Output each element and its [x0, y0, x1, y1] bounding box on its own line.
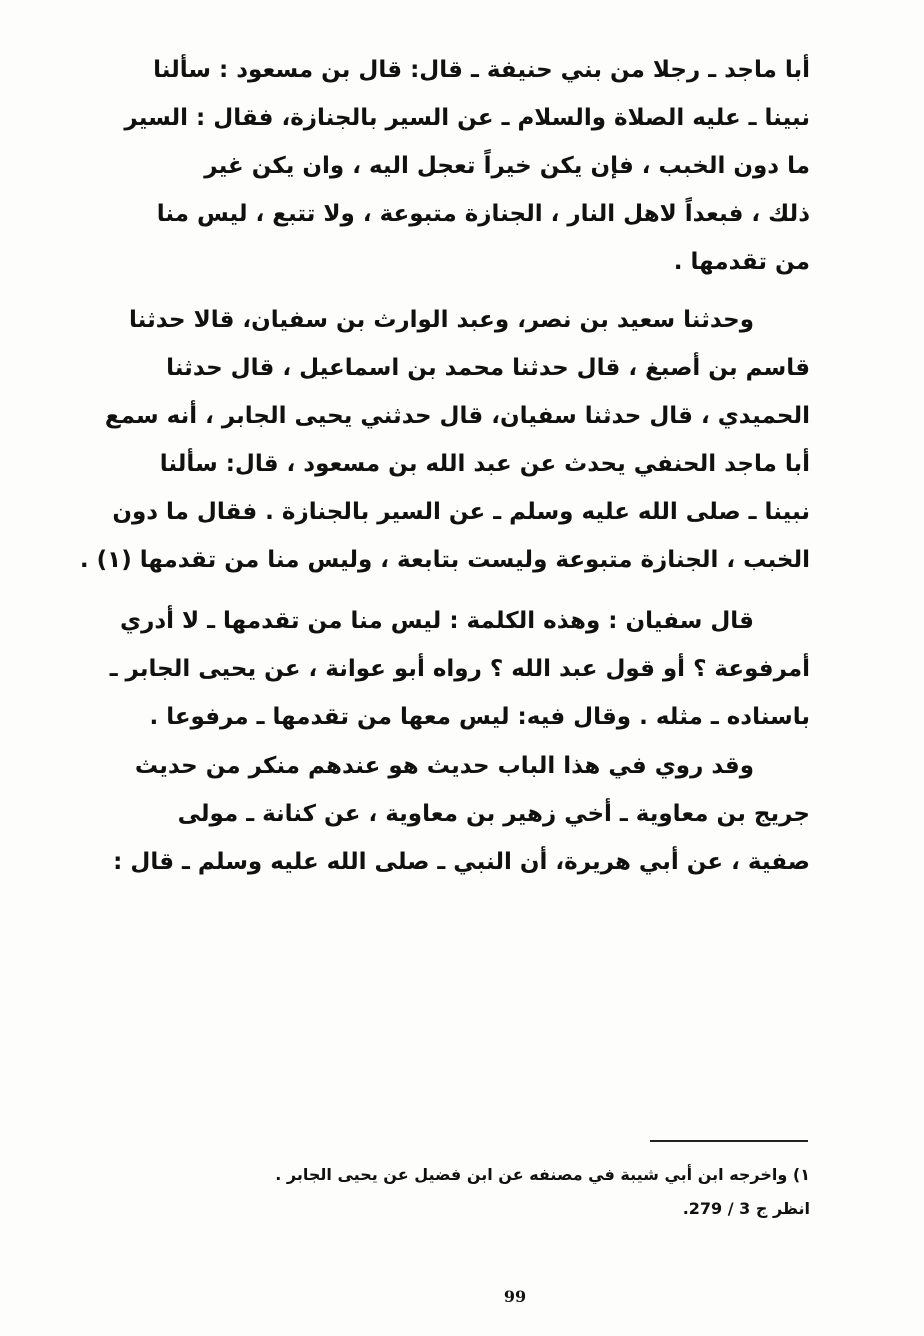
footnote-line: ١) واخرجه ابن أبي شيبة في مصنفه عن ابن فضيل عن يحيى الجابر .: [275, 1165, 810, 1184]
footnote-divider: [650, 1140, 808, 1142]
text-line: وقد روي في هذا الباب حديث هو عندهم منكر من حديث: [134, 753, 754, 779]
text-line: نبينا ـ عليه الصلاة والسلام ـ عن السير بالجنازة، فقال : السير: [124, 105, 810, 131]
page-number: 99: [503, 1287, 527, 1306]
paragraph-2: [79, 296, 810, 584]
text-line: جريج بن معاوية ـ أخي زهير بن معاوية ، عن كنانة ـ مولى: [177, 801, 810, 827]
text-line: نبينا ـ صلى الله عليه وسلم ـ عن السير بالجنازة . فقال ما دون: [112, 499, 810, 525]
text-line: ذلك ، فبعداً لاهل النار ، الجنازة متبوعة ، ولا تتبع ، ليس منا: [156, 201, 810, 227]
text-line: ما دون الخبب ، فإن يكن خيراً تعجل اليه ، وان يكن غير: [204, 153, 810, 179]
text-line: صفية ، عن أبي هريرة، أن النبي ـ صلى الله عليه وسلم ـ قال :: [113, 849, 810, 875]
paragraph-4: [113, 742, 810, 886]
footnote-line: انظر ج 3 / 279.: [682, 1199, 810, 1218]
paragraph-3: [109, 597, 810, 741]
paragraph-1: [124, 46, 810, 286]
text-line: الخبب ، الجنازة متبوعة وليست بتابعة ، وليس منا من تقدمها (١) .: [79, 547, 810, 573]
footnote: [160, 1158, 810, 1226]
text-line: أبا ماجد الحنفي يحدث عن عبد الله بن مسعود ، قال: سألنا: [159, 451, 810, 477]
text-line: أبا ماجد ـ رجلا من بني حنيفة ـ قال: قال بن مسعود : سألنا: [153, 57, 810, 83]
text-line: باسناده ـ مثله . وقال فيه: ليس معها من تقدمها ـ مرفوعا .: [149, 704, 810, 730]
text-line: قاسم بن أصبغ ، قال حدثنا محمد بن اسماعيل ، قال حدثنا: [166, 355, 810, 381]
text-line: أمرفوعة ؟ أو قول عبد الله ؟ رواه أبو عوانة ، عن يحيى الجابر ـ: [109, 656, 810, 682]
text-line: وحدثنا سعيد بن نصر، وعبد الوارث بن سفيان، قالا حدثنا: [129, 307, 754, 333]
text-line: من تقدمها .: [673, 249, 810, 275]
text-line: قال سفيان : وهذه الكلمة : ليس منا من تقدمها ـ لا أدري: [120, 608, 754, 634]
text-line: الحميدي ، قال حدثنا سفيان، قال حدثني يحيى الجابر ، أنه سمع: [104, 403, 810, 429]
